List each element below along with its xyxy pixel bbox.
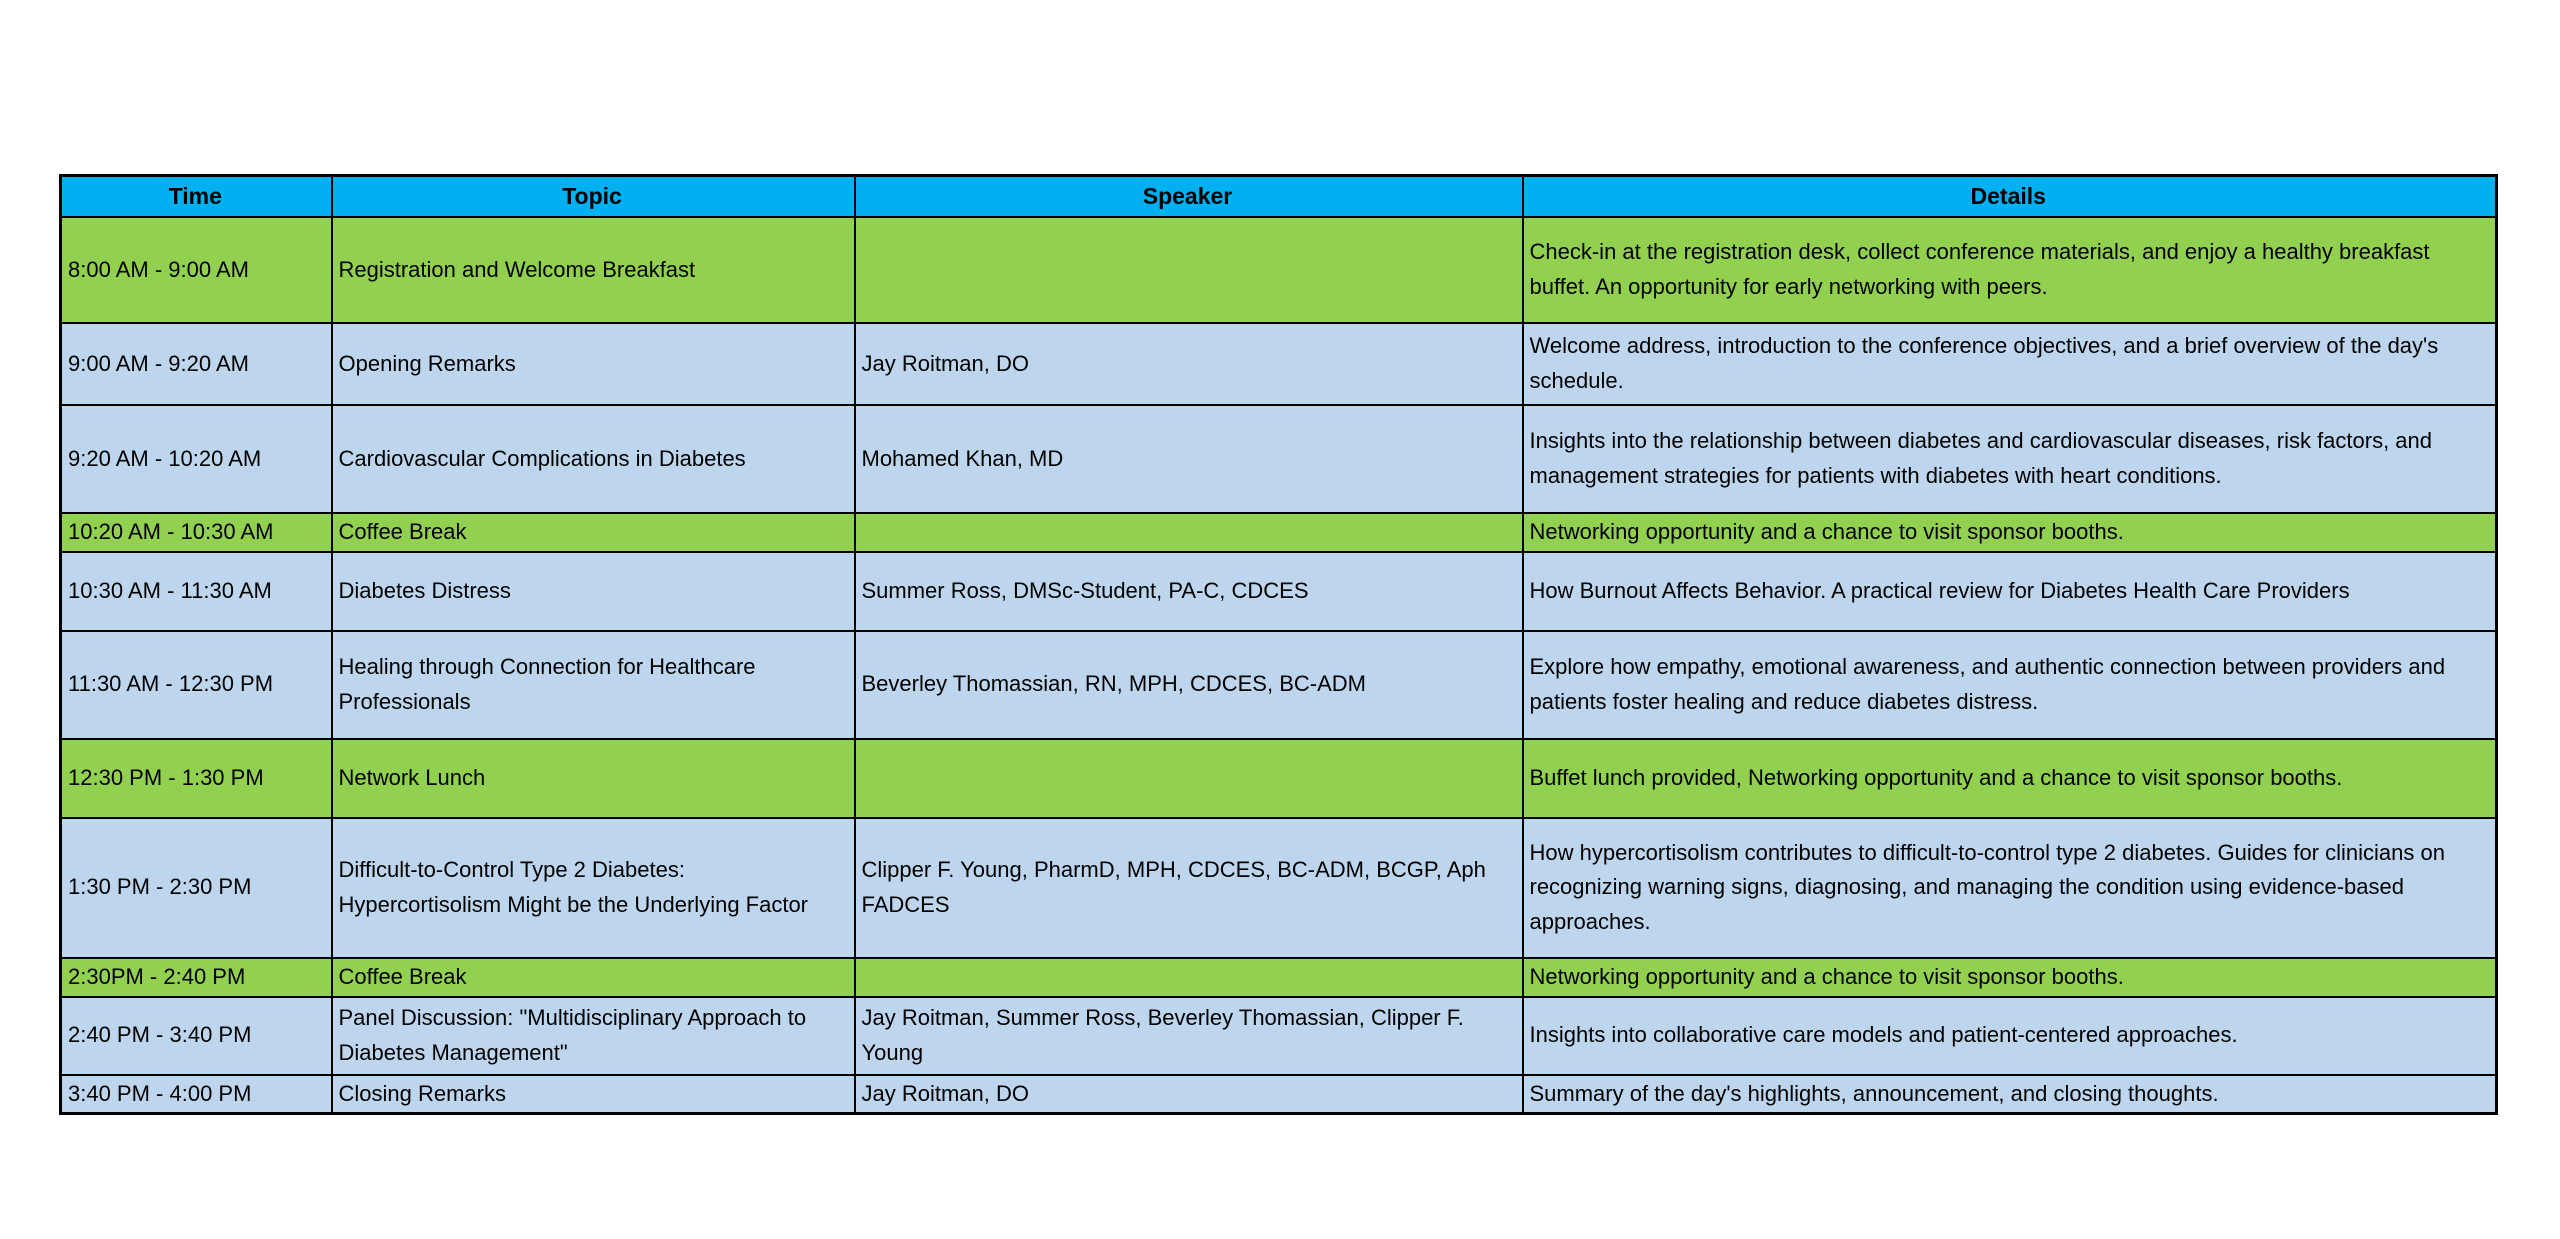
- cell-speaker: Jay Roitman, DO: [855, 323, 1523, 405]
- cell-details: How hypercortisolism contributes to difficult-to-control type 2 diabetes. Guides for clinicians on recognizing warning signs, diagnosing, and managing the condition using evidence-based approaches.: [1523, 818, 2497, 958]
- cell-speaker: Summer Ross, DMSc-Student, PA-C, CDCES: [855, 552, 1523, 631]
- conference-schedule-table: [59, 174, 2498, 1115]
- column-header-time: Time: [61, 176, 332, 218]
- cell-time: 10:20 AM - 10:30 AM: [61, 513, 332, 552]
- column-header-topic: Topic: [332, 176, 855, 218]
- table-row: [61, 631, 2497, 739]
- cell-time: 2:30PM - 2:40 PM: [61, 958, 332, 997]
- cell-details: Check-in at the registration desk, collect conference materials, and enjoy a healthy breakfast buffet. An opportunity for early networking with peers.: [1523, 217, 2497, 323]
- cell-time: 2:40 PM - 3:40 PM: [61, 997, 332, 1075]
- table-row: [61, 552, 2497, 631]
- cell-time: 11:30 AM - 12:30 PM: [61, 631, 332, 739]
- cell-topic: Difficult-to-Control Type 2 Diabetes: Hypercortisolism Might be the Underlying Factor: [332, 818, 855, 958]
- cell-speaker: Jay Roitman, Summer Ross, Beverley Thomassian, Clipper F. Young: [855, 997, 1523, 1075]
- cell-time: 9:00 AM - 9:20 AM: [61, 323, 332, 405]
- cell-topic: Coffee Break: [332, 958, 855, 997]
- cell-details: Insights into collaborative care models and patient-centered approaches.: [1523, 997, 2497, 1075]
- cell-speaker: [855, 739, 1523, 818]
- cell-time: 3:40 PM - 4:00 PM: [61, 1075, 332, 1114]
- cell-details: Welcome address, introduction to the conference objectives, and a brief overview of the day's schedule.: [1523, 323, 2497, 405]
- cell-time: 12:30 PM - 1:30 PM: [61, 739, 332, 818]
- cell-details: Networking opportunity and a chance to visit sponsor booths.: [1523, 958, 2497, 997]
- cell-details: Networking opportunity and a chance to visit sponsor booths.: [1523, 513, 2497, 552]
- cell-topic: Cardiovascular Complications in Diabetes: [332, 405, 855, 513]
- column-header-speaker: Speaker: [855, 176, 1523, 218]
- table-row: [61, 513, 2497, 552]
- cell-speaker: Beverley Thomassian, RN, MPH, CDCES, BC-ADM: [855, 631, 1523, 739]
- cell-topic: Panel Discussion: "Multidisciplinary Approach to Diabetes Management": [332, 997, 855, 1075]
- cell-topic: Network Lunch: [332, 739, 855, 818]
- cell-speaker: [855, 217, 1523, 323]
- cell-time: 10:30 AM - 11:30 AM: [61, 552, 332, 631]
- cell-speaker: [855, 958, 1523, 997]
- table-row: [61, 958, 2497, 997]
- cell-time: 9:20 AM - 10:20 AM: [61, 405, 332, 513]
- cell-details: Buffet lunch provided, Networking opportunity and a chance to visit sponsor booths.: [1523, 739, 2497, 818]
- cell-topic: Healing through Connection for Healthcare Professionals: [332, 631, 855, 739]
- column-header-details: Details: [1523, 176, 2497, 218]
- table-row: [61, 405, 2497, 513]
- cell-time: 8:00 AM - 9:00 AM: [61, 217, 332, 323]
- table-row: [61, 323, 2497, 405]
- table-row: [61, 1075, 2497, 1114]
- schedule-table-body: [61, 217, 2497, 1114]
- table-row: [61, 739, 2497, 818]
- cell-speaker: Jay Roitman, DO: [855, 1075, 1523, 1114]
- cell-speaker: [855, 513, 1523, 552]
- cell-details: Insights into the relationship between diabetes and cardiovascular diseases, risk factors, and management strategies for patients with diabetes with heart conditions.: [1523, 405, 2497, 513]
- cell-details: Explore how empathy, emotional awareness, and authentic connection between providers and patients foster healing and reduce diabetes distress.: [1523, 631, 2497, 739]
- cell-speaker: Clipper F. Young, PharmD, MPH, CDCES, BC-ADM, BCGP, Aph FADCES: [855, 818, 1523, 958]
- table-row: [61, 997, 2497, 1075]
- cell-details: Summary of the day's highlights, announcement, and closing thoughts.: [1523, 1075, 2497, 1114]
- cell-topic: Registration and Welcome Breakfast: [332, 217, 855, 323]
- table-header-row: [61, 176, 2497, 218]
- table-row: [61, 818, 2497, 958]
- cell-details: How Burnout Affects Behavior. A practical review for Diabetes Health Care Providers: [1523, 552, 2497, 631]
- cell-speaker: Mohamed Khan, MD: [855, 405, 1523, 513]
- cell-topic: Diabetes Distress: [332, 552, 855, 631]
- cell-topic: Coffee Break: [332, 513, 855, 552]
- cell-topic: Opening Remarks: [332, 323, 855, 405]
- cell-topic: Closing Remarks: [332, 1075, 855, 1114]
- cell-time: 1:30 PM - 2:30 PM: [61, 818, 332, 958]
- table-row: [61, 217, 2497, 323]
